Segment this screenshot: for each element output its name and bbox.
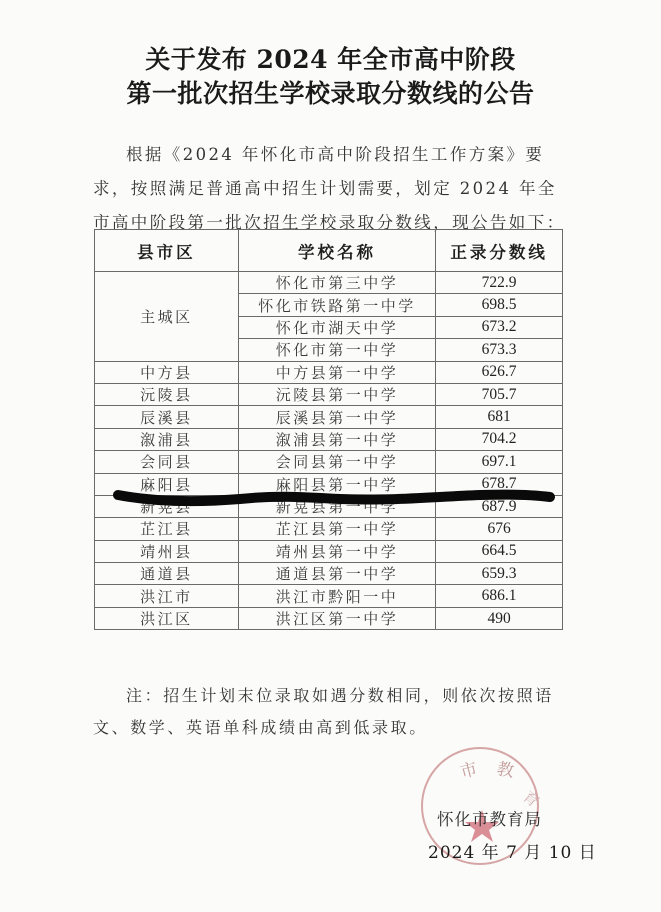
svg-text:育: 育	[519, 787, 543, 811]
score-cell: 698.5	[436, 294, 563, 316]
district-cell: 主城区	[95, 272, 239, 362]
score-cell: 664.5	[436, 540, 563, 562]
school-cell: 芷江县第一中学	[238, 518, 436, 540]
score-cell: 705.7	[436, 383, 563, 405]
school-cell: 麻阳县第一中学	[238, 473, 436, 495]
district-cell: 芷江县	[95, 518, 239, 540]
intro-text: 根据《2024 年怀化市高中阶段招生工作方案》要求，按照满足普通高中招生计划需要，划定 2024 年全市高中阶段第一批次招生学校录取分数线，现公告如下：	[93, 145, 566, 232]
table-row	[95, 563, 563, 585]
school-cell: 洪江市黔阳一中	[238, 585, 436, 607]
intro-paragraph	[93, 138, 573, 240]
score-cell: 490	[436, 607, 563, 629]
school-cell: 洪江区第一中学	[238, 607, 436, 629]
issuing-authority: 怀化市教育局	[437, 810, 542, 829]
district-cell: 麻阳县	[95, 473, 239, 495]
score-cell: 678.7	[436, 473, 563, 495]
school-cell: 怀化市铁路第一中学	[238, 294, 436, 316]
score-cell: 626.7	[436, 361, 563, 383]
table-row	[95, 428, 563, 450]
table-row	[95, 585, 563, 607]
admission-score-table	[94, 229, 563, 630]
school-cell: 怀化市第一中学	[238, 339, 436, 361]
table-row	[95, 361, 563, 383]
district-cell: 中方县	[95, 361, 239, 383]
score-cell: 673.3	[436, 339, 563, 361]
header-district: 县市区	[95, 230, 239, 272]
table-row	[95, 518, 563, 540]
table-row	[95, 495, 563, 517]
score-cell: 659.3	[436, 563, 563, 585]
district-cell: 溆浦县	[95, 428, 239, 450]
school-cell: 沅陵县第一中学	[238, 383, 436, 405]
school-cell: 怀化市湖天中学	[238, 316, 436, 338]
district-cell: 通道县	[95, 563, 239, 585]
footnote-text: 注：招生计划末位录取如遇分数相同，则依次按照语文、数学、英语单科成绩由高到低录取。	[93, 686, 554, 737]
table-row	[95, 272, 563, 294]
score-cell: 686.1	[436, 585, 563, 607]
school-cell: 通道县第一中学	[238, 563, 436, 585]
notice-title-line-2: 第一批次招生学校录取分数线的公告	[126, 79, 535, 108]
score-cell: 697.1	[436, 451, 563, 473]
score-cell: 676	[436, 518, 563, 540]
score-cell: 687.9	[436, 495, 563, 517]
table-row	[95, 607, 563, 629]
school-cell: 靖州县第一中学	[238, 540, 436, 562]
school-cell: 新晃县第一中学	[238, 495, 436, 517]
header-score: 正录分数线	[436, 230, 563, 272]
school-cell: 怀化市第三中学	[238, 272, 436, 294]
table-row	[95, 383, 563, 405]
score-cell: 673.2	[436, 316, 563, 338]
district-cell: 新晃县	[95, 495, 239, 517]
school-cell: 中方县第一中学	[238, 361, 436, 383]
district-cell: 辰溪县	[95, 406, 239, 428]
svg-text:市: 市	[458, 759, 480, 783]
issue-date: 2024 年 7 月 10 日	[428, 843, 597, 863]
district-cell: 会同县	[95, 451, 239, 473]
district-cell: 洪江市	[95, 585, 239, 607]
header-school: 学校名称	[238, 230, 436, 272]
score-cell: 704.2	[436, 428, 563, 450]
table-row	[95, 540, 563, 562]
school-cell: 溆浦县第一中学	[238, 428, 436, 450]
score-cell: 722.9	[436, 272, 563, 294]
score-cell: 681	[436, 406, 563, 428]
notice-title-line-1: 关于发布 2024 年全市高中阶段	[145, 45, 516, 74]
school-cell: 会同县第一中学	[238, 451, 436, 473]
table-row	[95, 451, 563, 473]
district-cell: 洪江区	[95, 607, 239, 629]
district-cell: 靖州县	[95, 540, 239, 562]
table-row	[95, 406, 563, 428]
district-cell: 沅陵县	[95, 383, 239, 405]
table-header-row	[95, 230, 563, 272]
svg-text:教: 教	[495, 759, 516, 782]
footnote	[93, 680, 573, 744]
school-cell: 辰溪县第一中学	[238, 406, 436, 428]
table-row	[95, 473, 563, 495]
